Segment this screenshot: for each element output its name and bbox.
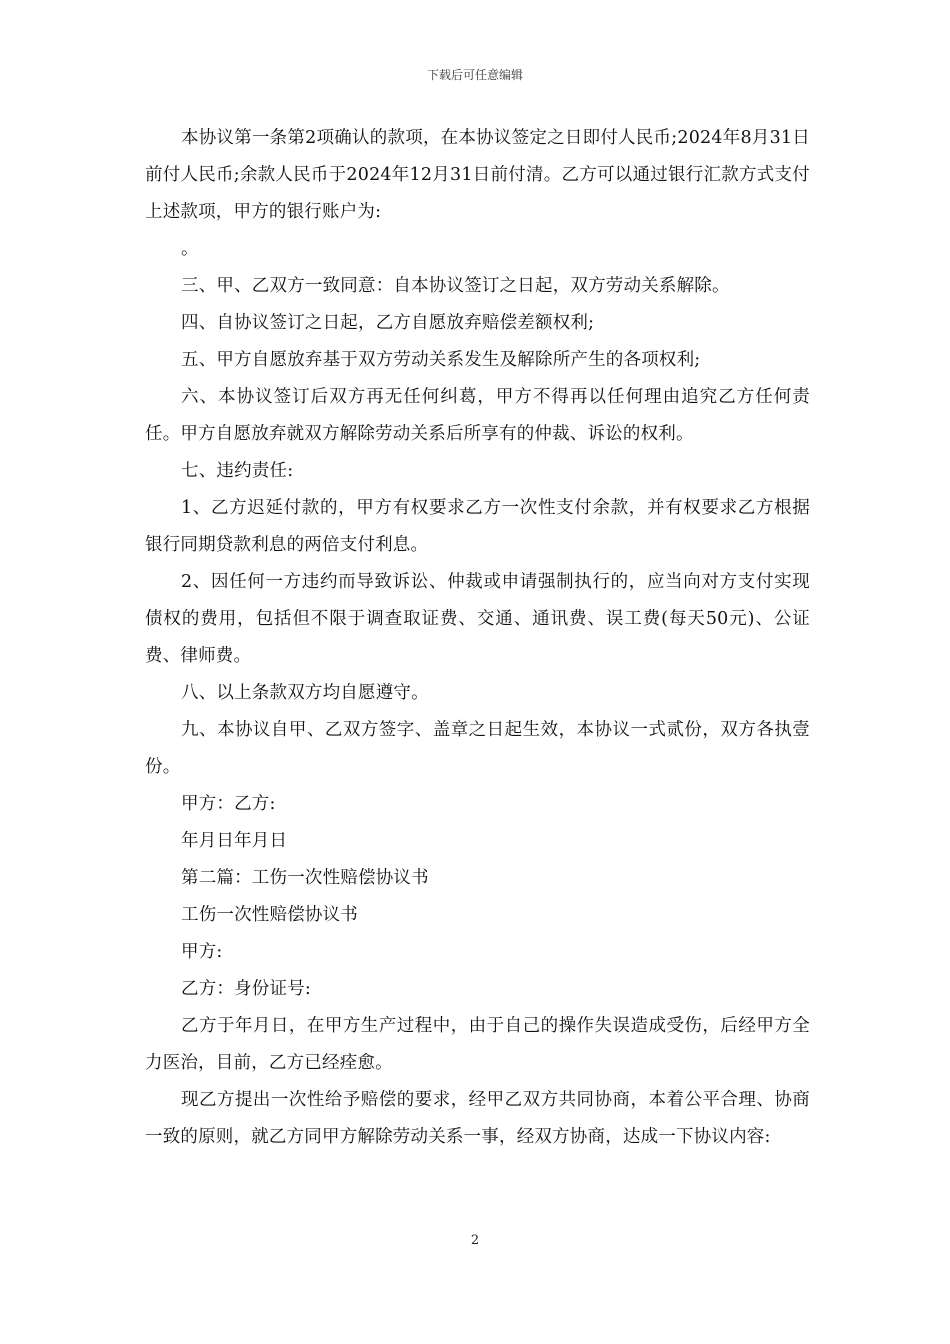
page-number: 2 [470,1233,480,1248]
paragraph: 乙方于年月日，在甲方生产过程中，由于自己的操作失误造成受伤，后经甲方全力医治，目前，乙方已经痊愈。 [145,1016,810,1073]
paragraph: 2、因任何一方违约而导致诉讼、仲裁或申请强制执行的，应当向对方支付实现债权的费用，包括但不限于调查取证费、交通、通讯费、误工费(每天50元)、公证费、律师费。 [145,572,810,666]
party-b-line: 乙方：身份证号: [181,979,311,999]
party-a-line: 甲方: [181,942,223,962]
paragraph: 九、本协议自甲、乙双方签字、盖章之日起生效，本协议一式贰份，双方各执壹份。 [145,720,810,777]
paragraph: 现乙方提出一次性给予赔偿的要求，经甲乙双方共同协商，本着公平合理、协商一致的原则，就乙方同甲方解除劳动关系一事，经双方协商，达成一下协议内容: [145,1090,810,1147]
document-title: 工伤一次性赔偿协议书 [181,905,358,925]
signature-dates: 年月日年月日 [181,831,288,851]
paragraph: 三、甲、乙双方一致同意：自本协议签订之日起，双方劳动关系解除。 [181,276,730,296]
paragraph: 1、乙方迟延付款的，甲方有权要求乙方一次性支付余款，并有权要求乙方根据银行同期贷款利息的两倍支付利息。 [145,498,810,555]
paragraph: 五、甲方自愿放弃基于双方劳动关系发生及解除所产生的各项权利; [181,350,701,370]
paragraph: 本协议第一条第2项确认的款项，在本协议签定之日即付人民币;2024年8月31日前付人民币;余款人民币于2024年12月31日前付清。乙方可以通过银行汇款方式支付上述款项，甲方的银行账户为: [145,128,810,222]
section-heading: 第二篇：工伤一次性赔偿协议书 [181,868,429,888]
paragraph: 。 [181,239,199,259]
paragraph: 八、以上条款双方均自愿遵守。 [181,683,429,703]
paragraph: 四、自协议签订之日起，乙方自愿放弃赔偿差额权利; [181,313,595,333]
signature-parties: 甲方：乙方: [181,794,276,814]
paragraph: 七、违约责任: [181,461,294,481]
document-body [145,120,810,1156]
paragraph: 六、本协议签订后双方再无任何纠葛，甲方不得再以任何理由追究乙方任何责任。甲方自愿放弃就双方解除劳动关系后所享有的仲裁、诉讼的权利。 [145,387,810,444]
page-header: 下载后可任意编辑 [426,68,523,82]
